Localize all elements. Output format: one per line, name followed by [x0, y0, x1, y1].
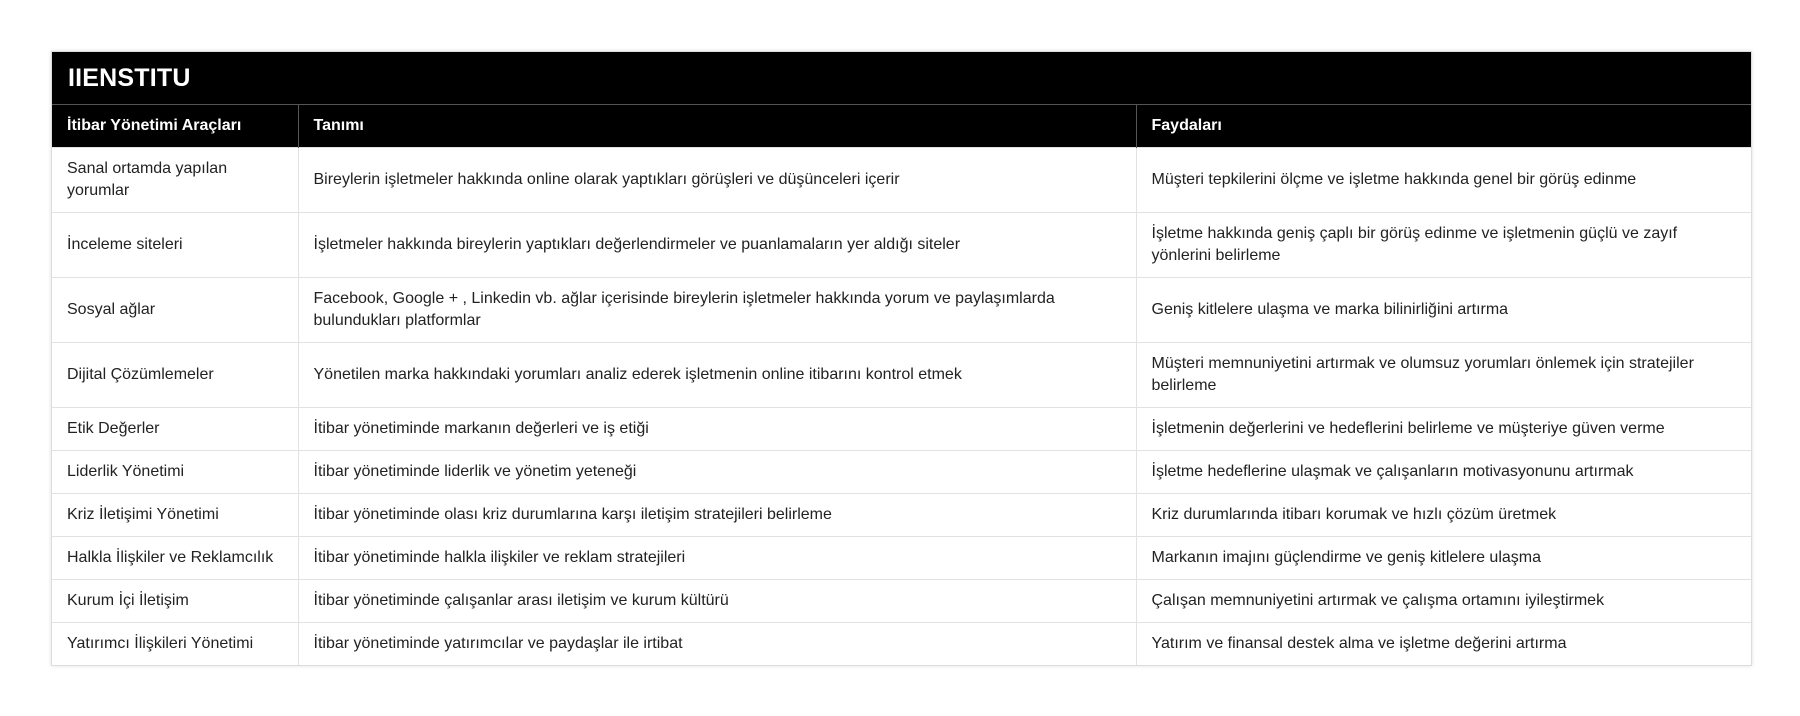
cell-benefit: İşletme hakkında geniş çaplı bir görüş edinme ve işletmenin güçlü ve zayıf yönlerini belirleme — [1136, 212, 1751, 277]
cell-tool: Sosyal ağlar — [52, 277, 298, 342]
table-header-row — [52, 105, 1751, 147]
table-row — [52, 493, 1751, 536]
cell-benefit: İşletme hedeflerine ulaşmak ve çalışanların motivasyonunu artırmak — [1136, 450, 1751, 493]
brand-title: IIENSTITU — [52, 52, 1751, 105]
cell-benefit: Yatırım ve finansal destek alma ve işletme değerini artırma — [1136, 622, 1751, 665]
cell-definition: İşletmeler hakkında bireylerin yaptıkları değerlendirmeler ve puanlamaların yer aldığı siteler — [298, 212, 1136, 277]
data-table-container — [51, 51, 1752, 666]
cell-definition: Facebook, Google + , Linkedin vb. ağlar içerisinde bireylerin işletmeler hakkında yorum ve paylaşımlarda bulundukları platformlar — [298, 277, 1136, 342]
cell-benefit: Müşteri tepkilerini ölçme ve işletme hakkında genel bir görüş edinme — [1136, 147, 1751, 212]
table-row — [52, 407, 1751, 450]
table-row — [52, 536, 1751, 579]
cell-tool: Liderlik Yönetimi — [52, 450, 298, 493]
table-row — [52, 342, 1751, 407]
cell-definition: İtibar yönetiminde çalışanlar arası iletişim ve kurum kültürü — [298, 579, 1136, 622]
cell-definition: İtibar yönetiminde yatırımcılar ve paydaşlar ile irtibat — [298, 622, 1136, 665]
cell-benefit: İşletmenin değerlerini ve hedeflerini belirleme ve müşteriye güven verme — [1136, 407, 1751, 450]
cell-tool: Dijital Çözümlemeler — [52, 342, 298, 407]
header-tools: İtibar Yönetimi Araçları — [52, 105, 298, 147]
cell-tool: Etik Değerler — [52, 407, 298, 450]
header-definition: Tanımı — [298, 105, 1136, 147]
cell-definition: Yönetilen marka hakkındaki yorumları analiz ederek işletmenin online itibarını kontrol etmek — [298, 342, 1136, 407]
cell-benefit: Müşteri memnuniyetini artırmak ve olumsuz yorumları önlemek için stratejiler belirleme — [1136, 342, 1751, 407]
cell-benefit: Çalışan memnuniyetini artırmak ve çalışma ortamını iyileştirmek — [1136, 579, 1751, 622]
cell-benefit: Kriz durumlarında itibarı korumak ve hızlı çözüm üretmek — [1136, 493, 1751, 536]
cell-definition: İtibar yönetiminde liderlik ve yönetim yeteneği — [298, 450, 1136, 493]
cell-tool: İnceleme siteleri — [52, 212, 298, 277]
cell-definition: İtibar yönetiminde olası kriz durumlarına karşı iletişim stratejileri belirleme — [298, 493, 1136, 536]
reputation-tools-table — [52, 105, 1751, 665]
cell-definition: Bireylerin işletmeler hakkında online olarak yaptıkları görüşleri ve düşünceleri içerir — [298, 147, 1136, 212]
table-row — [52, 277, 1751, 342]
table-row — [52, 579, 1751, 622]
cell-definition: İtibar yönetiminde markanın değerleri ve iş etiği — [298, 407, 1136, 450]
cell-tool: Kurum İçi İletişim — [52, 579, 298, 622]
cell-benefit: Geniş kitlelere ulaşma ve marka bilinirliğini artırma — [1136, 277, 1751, 342]
cell-tool: Yatırımcı İlişkileri Yönetimi — [52, 622, 298, 665]
cell-definition: İtibar yönetiminde halkla ilişkiler ve reklam stratejileri — [298, 536, 1136, 579]
table-row — [52, 450, 1751, 493]
cell-tool: Halkla İlişkiler ve Reklamcılık — [52, 536, 298, 579]
cell-benefit: Markanın imajını güçlendirme ve geniş kitlelere ulaşma — [1136, 536, 1751, 579]
cell-tool: Sanal ortamda yapılan yorumlar — [52, 147, 298, 212]
header-benefits: Faydaları — [1136, 105, 1751, 147]
cell-tool: Kriz İletişimi Yönetimi — [52, 493, 298, 536]
table-row — [52, 147, 1751, 212]
table-row — [52, 212, 1751, 277]
table-row — [52, 622, 1751, 665]
